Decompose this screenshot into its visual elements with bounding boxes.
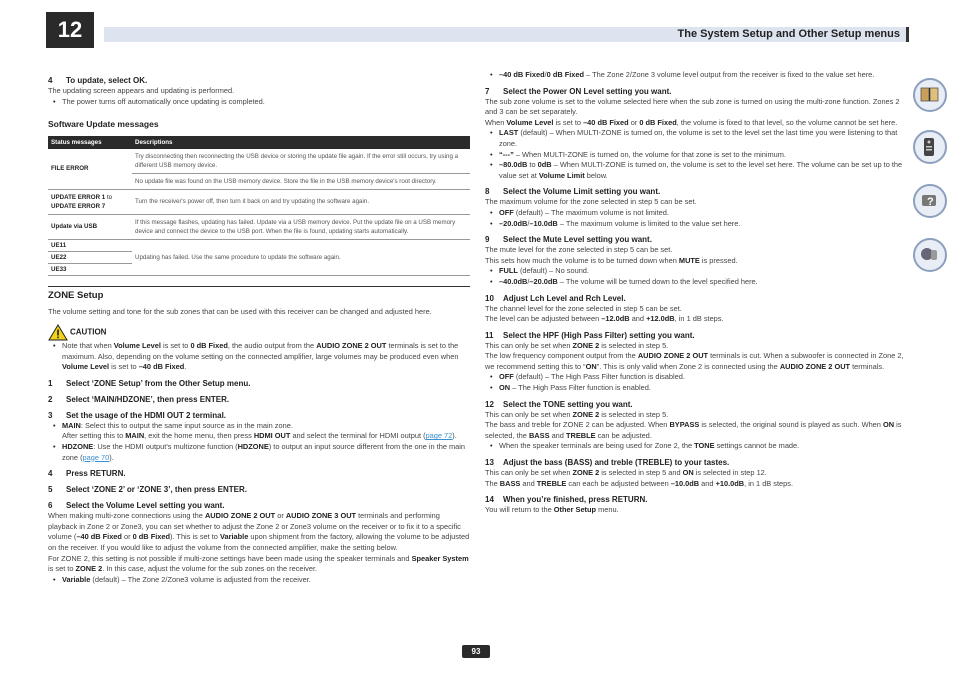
right-column [485, 70, 905, 516]
step-3: 3 Set the usage of the HDMI OUT 2 terminal. [48, 410, 227, 420]
status-code: UPDATE ERROR 1 to UPDATE ERROR 7 [48, 189, 132, 214]
step-13: 13 Adjust the bass (BASS) and treble (TREBLE) to your tastes. [485, 458, 730, 468]
table-header-descriptions: Descriptions [132, 136, 470, 149]
status-code: Update via USB [48, 214, 132, 239]
manual-book-icon[interactable] [913, 78, 947, 112]
status-code: FILE ERROR [48, 149, 132, 190]
svg-text:?: ? [927, 196, 934, 208]
step-6-variable-option: • Variable (default) – The Zone 2/Zone3 volume is adjusted from the receiver. [48, 575, 470, 586]
zone-setup-heading: ZONE Setup [48, 286, 470, 302]
step-7-para-1: The sub zone volume is set to the volume selected here when the sub zone is turned on using the multi-zone function. Zones 2 and 3 can be set separately. [485, 96, 900, 117]
table-header-status: Status messages [48, 136, 132, 149]
software-update-heading: Software Update messages [48, 119, 159, 130]
page-70-link[interactable]: page 70 [82, 452, 110, 462]
page-72-link[interactable]: page 72 [425, 431, 453, 441]
header-bar [104, 27, 909, 42]
troubleshooting-icon[interactable] [913, 184, 947, 218]
status-description: If this message flashes, updating has failed. Update via a USB memory device. Put the update file on a USB memory device and connect the device to the USB port. When the file is found, updating starts automatically. [132, 214, 470, 239]
caution-block [48, 324, 470, 373]
caution-text: • Note that when Volume Level is set to 0 dB Fixed, the audio output from the AUDIO ZONE 2 OUT terminals is set to the maximum. Also, depending on the volume setting on the connected amplifier, large volumes may be produced even when Volume Level is set to –40 dB Fixed. [48, 341, 470, 373]
step-9-level-option: • –40.0dB/–20.0dB – The volume will be turned down to the level specified here. [485, 277, 905, 288]
step-3-hdzone-option: • HDZONE: Use the HDMI output's multizone function (HDZONE) to output an input source different from the one in the main zone (page 70). [48, 442, 470, 463]
step-10-para-1: The channel level for the zone selected in step 5 can be set. [485, 303, 682, 313]
step-7: 7 Select the Power ON Level setting you want. [485, 86, 672, 96]
step-4-text: The updating screen appears and updating is performed. [48, 86, 235, 95]
page-title: The System Setup and Other Setup menus [677, 28, 900, 40]
step-6: 6 Select the Volume Level setting you want. [48, 501, 225, 511]
step-3-main-option: • MAIN: Select this to output the same input source as in the main zone. [48, 421, 470, 432]
step-11-on-option: • ON – The High Pass Filter function is enabled. [485, 383, 905, 394]
step-11-para-2: The low frequency component output from the AUDIO ZONE 2 OUT terminals is cut. When a subwoofer is connected in Zone 2, we recommend setting this to “ON”. This is only valid when Zone 2 is connected using the AUDIO ZONE 2 OUT terminals. [485, 351, 904, 371]
step-6-para-1: When making multi-zone connections using the AUDIO ZONE 2 OUT or AUDIO ZONE 3 OUT terminals and performing playback in Zone 2 or Zone3, you can set whether to adjust the Zone 2 or Zone3 volume on the receiver or to fix it to a specific volume (–40 dB Fixed or 0 dB Fixed). This is set to Variable upon shipment from the factory, allowing the volume to be adjusted on the receiver. If you would like to adjust the volume from the connected amplifier, make the setting below. [48, 511, 470, 552]
step-4b: 4 Press RETURN. [48, 469, 126, 479]
status-code: UE11 [48, 239, 132, 251]
chapter-number: 12 [46, 12, 94, 48]
warning-icon [48, 324, 68, 341]
step-12-para-2: The bass and treble for ZONE 2 can be adjusted. When BYPASS is selected, the original sound is played as such. When ON is selected, the BASS and TREBLE can be adjusted. [485, 420, 902, 440]
remote-control-icon[interactable] [913, 130, 947, 164]
step-10-para-2: The level can be adjusted between –12.0dB and +12.0dB, in 1 dB steps. [485, 314, 724, 324]
table-row [48, 149, 470, 174]
step-3-main-note: After setting this to MAIN, exit the home menu, then press HDMI OUT and select the terminal for HDMI output (page 72). [62, 431, 457, 441]
top-menu-icon[interactable] [913, 238, 947, 272]
step-1: 1 Select ‘ZONE Setup’ from the Other Setup menu. [48, 378, 251, 388]
step-4: 4 To update, select OK. [48, 76, 148, 85]
status-description: Try disconnecting then reconnecting the USB device or storing the update file again. If the error still occurs, try using a different USB memory device. [132, 149, 470, 174]
status-description: Updating has failed. Use the same procedure to update the software again. [132, 239, 470, 275]
step-9-para-2: This sets how much the volume is to be turned down when MUTE is pressed. [485, 255, 738, 265]
page-number: 93 [462, 645, 490, 658]
step-12: 12 Select the TONE setting you want. [485, 399, 633, 409]
software-update-table [48, 136, 470, 276]
step-6-para-2: For ZONE 2, this setting is not possible if multi-zone settings have been made using the speaker terminals and Speaker System is set to ZONE 2. In this case, adjust the volume for the sub zones on the receiver. [48, 553, 469, 574]
step-4-bullet: • The power turns off automatically once updating is completed. [48, 97, 470, 108]
step-8-off-option: • OFF (default) – The maximum volume is not limited. [485, 208, 905, 219]
step-11: 11 Select the HPF (High Pass Filter) setting you want. [485, 330, 695, 340]
fixed-option: • –40 dB Fixed/0 dB Fixed – The Zone 2/Zone 3 volume level output from the receiver is fixed to the value set here. [485, 70, 905, 81]
step-11-para-1: This can only be set when ZONE 2 is selected in step 5. [485, 340, 669, 350]
step-7-min-option: • “---” – When MULTI-ZONE is turned on, the volume for that zone is set to the minimum. [485, 150, 905, 161]
table-row [48, 214, 470, 239]
status-code: UE22 [48, 251, 132, 263]
status-description: No update file was found on the USB memory device. Store the file in the USB memory device's root directory. [132, 173, 470, 189]
table-row [48, 189, 470, 214]
step-2: 2 Select ‘MAIN/HDZONE’, then press ENTER. [48, 394, 230, 404]
step-9: 9 Select the Mute Level setting you want. [485, 235, 652, 245]
step-13-para-2: The BASS and TREBLE can each be adjusted between –10.0dB and +10.0dB, in 1 dB steps. [485, 478, 794, 488]
left-column [48, 70, 470, 585]
status-description: Turn the receiver's power off, then turn it back on and try updating the software again. [132, 189, 470, 214]
step-7-para-2: When Volume Level is set to –40 dB Fixed or 0 dB Fixed, the volume is fixed to that level, so the volume cannot be set here. [485, 117, 898, 127]
step-8-text: The maximum volume for the zone selected in step 5 can be set. [485, 197, 697, 207]
step-7-range-option: • –80.0dB to 0dB – When MULTI-ZONE is turned on, the volume is set to the level set here. The volume can be set up to the value set at Volume Limit below. [485, 160, 905, 181]
caution-heading: CAUTION [48, 324, 470, 341]
step-7-last-option: • LAST (default) – When MULTI-ZONE is turned on, the volume is set to the level set the last time you were listening to that zone. [485, 128, 905, 149]
step-13-para-1: This can only be set when ZONE 2 is selected in step 5 and ON is selected in step 12. [485, 468, 767, 478]
step-8-limit-option: • –20.0dB/–10.0dB – The maximum volume is limited to the value set here. [485, 219, 905, 230]
step-5: 5 Select ‘ZONE 2’ or ‘ZONE 3’, then press ENTER. [48, 485, 247, 495]
step-10: 10 Adjust Lch Level and Rch Level. [485, 293, 626, 303]
step-8: 8 Select the Volume Limit setting you want. [485, 187, 661, 197]
step-9-para-1: The mute level for the zone selected in step 5 can be set. [485, 245, 673, 255]
status-code: UE33 [48, 263, 132, 275]
step-12-para-1: This can only be set when ZONE 2 is selected in step 5. [485, 409, 669, 419]
zone-setup-intro: The volume setting and tone for the sub zones that can be used with this receiver can be changed and adjusted here. [48, 307, 432, 317]
table-row [48, 239, 470, 251]
step-11-off-option: • OFF (default) – The High Pass Filter function is disabled. [485, 372, 905, 383]
step-14: 14 When you’re finished, press RETURN. [485, 495, 648, 505]
step-9-full-option: • FULL (default) – No sound. [485, 266, 905, 277]
step-14-text: You will return to the Other Setup menu. [485, 505, 619, 515]
step-12-note: • When the speaker terminals are being used for Zone 2, the TONE settings cannot be made. [485, 441, 905, 452]
